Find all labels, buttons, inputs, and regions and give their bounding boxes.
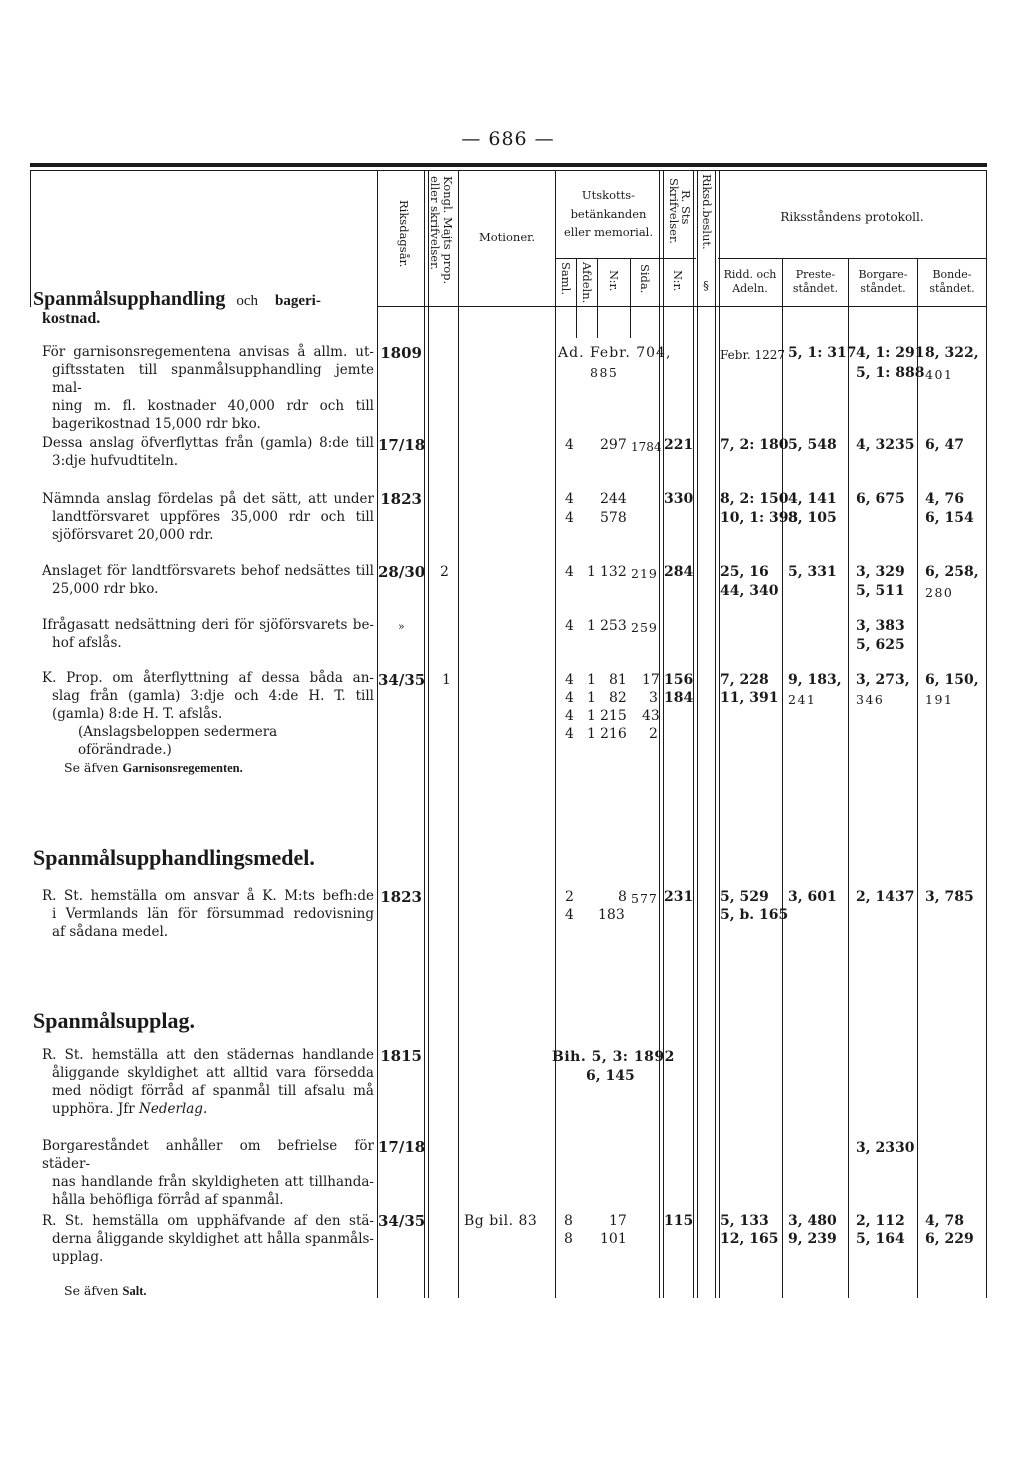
entry-text: R. St. hemställa att den städernas handlande åliggande skyldighet att alltid vara försedda med nödigt förråd af spanmål till afsalu må upphöra. Jfr Nederlag. <box>42 1047 374 1117</box>
nr-cell: 578 <box>600 510 627 526</box>
nr-cell: 8 <box>618 889 627 905</box>
header-borgare-2: ståndet. <box>860 282 906 295</box>
top-rule <box>30 163 987 167</box>
saml-cell: 4 <box>565 510 574 526</box>
nr-cell: 183 <box>598 907 625 923</box>
nr-cell: 253 <box>600 618 627 634</box>
header-utskott-2: betänkanden <box>570 207 647 221</box>
header-utskott-3: eller memorial. <box>563 225 654 239</box>
see-also-salt: Se äfven Salt. <box>64 1283 147 1298</box>
afdeln-cell: 1 <box>587 672 596 688</box>
entry-text: R. St. hemställa om ansvar å K. M:ts befh:de i Vermlands län för försummad redovisning af sådana medel. <box>42 888 374 940</box>
borgare-cell: 3, 329 <box>856 564 905 580</box>
header-nr: N:r. <box>607 270 621 292</box>
bonde-cell: 401 <box>925 367 954 382</box>
entry-text: För garnisonsregementena anvisas å allm. ut- giftsstaten till spanmålsupphandling jemte mal- ning m. fl. kostnader 40,000 rdr och till bagerikostnad 15,000 rdr bko. <box>42 344 374 432</box>
preste-cell: 3, 601 <box>788 889 837 905</box>
section-title-upplag: Spanmålsupplag. <box>33 1008 196 1033</box>
hline-protokoll-sub <box>718 258 987 259</box>
borgare-cell: 5, 164 <box>856 1231 905 1247</box>
rsts-cell: 184 <box>664 690 694 706</box>
section-title-kostnad: kostnad. <box>42 310 101 327</box>
year-cell: 34/35 <box>378 1212 426 1230</box>
afdeln-cell: 1 <box>587 618 596 634</box>
bonde-cell: 4, 78 <box>925 1213 964 1229</box>
saml-cell: 4 <box>565 491 574 507</box>
col-line-ridd <box>782 258 783 1298</box>
rsts-cell: 156 <box>664 672 694 688</box>
ridd-cell: 44, 340 <box>720 583 779 599</box>
year-cell: 17/18 <box>378 436 426 454</box>
rsts-cell: 284 <box>664 564 694 580</box>
afdeln-cell: 1 <box>587 708 596 724</box>
header-afdeln: Afdeln. <box>580 262 594 304</box>
borgare-cell: 3, 383 <box>856 618 905 634</box>
hline-header-bottom <box>377 306 987 307</box>
col-line-motioner <box>555 171 556 1298</box>
bonde-cell: 6, 229 <box>925 1231 974 1247</box>
sida-cell: 259 <box>631 620 658 635</box>
col-line-afdeln <box>597 258 598 338</box>
bonde-cell: 4, 76 <box>925 491 964 507</box>
preste-cell: 5, 331 <box>788 564 837 580</box>
nr-cell: 297 <box>600 437 627 453</box>
saml-cell: 4 <box>565 690 574 706</box>
see-also-ref[interactable]: Garnisonsregementen. <box>122 761 243 775</box>
sida-cell: 577 <box>631 891 658 906</box>
header-borgare-1: Borgare- <box>858 268 908 281</box>
preste-cell: 5, 548 <box>788 437 837 453</box>
col-line-nr <box>630 258 631 338</box>
header-bonde-1: Bonde- <box>932 268 972 281</box>
preste-cell: 5, 1: 317 <box>788 345 857 361</box>
motion-cell: Bg bil. 83 <box>464 1213 538 1229</box>
saml-cell: 4 <box>565 726 574 742</box>
header-preste-2: ståndet. <box>792 282 839 295</box>
entry-text: Ifrågasatt nedsättning deri för sjöförsvarets be- hof afslås. <box>42 617 374 651</box>
cross-reference[interactable]: Nederlag. <box>139 1101 208 1117</box>
col-line-text <box>377 171 378 1298</box>
ridd-cell: 5, 529 <box>720 889 769 905</box>
borgare-cell: 3, 2330 <box>856 1140 915 1156</box>
sida-cell: 43 <box>642 708 660 724</box>
header-saml: Saml. <box>559 262 573 295</box>
header-kongl-2: eller skrifvelser. <box>428 176 442 270</box>
saml-cell: 4 <box>565 907 574 923</box>
section-title-medel: Spanmålsupphandlingsmedel. <box>33 845 315 870</box>
year-cell: 28/30 <box>378 563 426 581</box>
afdeln-cell: 1 <box>587 726 596 742</box>
preste-cell: 9, 183, <box>788 672 842 688</box>
section-title-upphandling: Spanmålsupphandling och bageri- <box>33 288 321 310</box>
ridd-cell: 5, 133 <box>720 1213 769 1229</box>
ridd-cell: 8, 2: 150 <box>720 491 789 507</box>
year-cell: 1815 <box>380 1047 422 1065</box>
year-cell: 34/35 <box>378 671 426 689</box>
bonde-cell: 280 <box>925 585 954 600</box>
sida-cell: 219 <box>631 566 658 581</box>
utskott-cell: 885 <box>590 365 619 380</box>
nr-cell: 216 <box>600 726 627 742</box>
see-also-garnison: Se äfven Garnisonsregementen. <box>64 760 243 775</box>
header-rsts-2: Skrifvelser. <box>667 178 681 244</box>
ridd-cell: 7, 228 <box>720 672 769 688</box>
rsts-cell: 115 <box>664 1213 694 1229</box>
bonde-cell: 8, 322, <box>925 345 979 361</box>
header-kongl-1: Kongl. Majts prop. <box>441 176 455 285</box>
hline-rsts-sub <box>662 258 696 259</box>
rsts-cell: 330 <box>664 491 694 507</box>
header-ridd-2: Adeln. <box>732 282 768 295</box>
nr-cell: 17 <box>609 1213 627 1229</box>
nr-cell: 82 <box>609 690 627 706</box>
top-rule-thin <box>30 170 987 171</box>
preste-cell: 241 <box>788 692 817 707</box>
sida-cell: 2 <box>649 726 658 742</box>
header-nr-rsts: N:r. <box>671 270 685 292</box>
kongl-cell: 1 <box>442 672 451 688</box>
ridd-cell: 10, 1: 393 <box>720 510 799 526</box>
year-cell: 1809 <box>380 344 422 362</box>
borgare-cell: 5, 625 <box>856 637 905 653</box>
borgare-cell: 2, 112 <box>856 1213 905 1229</box>
header-riksdagsar: Riksdagsår. <box>397 200 411 268</box>
header-utskott-1: Utskotts- <box>581 188 636 202</box>
entry-text: Borgareståndet anhåller om befrielse för städer- nas handlande från skyldigheten att tillhanda- hålla behöfliga förråd af spanmål. <box>42 1138 374 1208</box>
utskott-cell: 6, 145 <box>586 1068 635 1084</box>
entry-text: K. Prop. om återflyttning af dessa båda an- slag från (gamla) 3:dje och 4:de H. T. till (gamla) 8:de H. T. afslås. (Anslagsbeloppen sedermera oförändrade.) <box>42 670 374 758</box>
borgare-cell: 5, 511 <box>856 583 905 599</box>
ridd-cell: Febr. 1227 <box>720 348 786 362</box>
afdeln-cell: 1 <box>587 690 596 706</box>
bonde-cell: 3, 785 <box>925 889 974 905</box>
sida-cell: 3 <box>649 690 658 706</box>
bonde-cell: 6, 150, <box>925 672 979 688</box>
borgare-cell: 4, 1: 291 <box>856 345 925 361</box>
saml-cell: 4 <box>565 618 574 634</box>
saml-cell: 4 <box>565 564 574 580</box>
preste-cell: 9, 239 <box>788 1231 837 1247</box>
col-line-riksd <box>715 171 720 1298</box>
header-bonde-2: ståndet. <box>929 282 975 295</box>
header-protokoll: Riksståndens protokoll. <box>780 210 924 224</box>
see-also-ref[interactable]: Salt. <box>122 1284 147 1298</box>
nr-cell: 81 <box>609 672 627 688</box>
ridd-cell: 7, 2: 180 <box>720 437 789 453</box>
borgare-cell: 346 <box>856 692 885 707</box>
bonde-cell: 6, 154 <box>925 510 974 526</box>
bonde-cell: 6, 258, <box>925 564 979 580</box>
col-line-saml <box>576 258 577 338</box>
nr-cell: 244 <box>600 491 627 507</box>
nr-cell: 101 <box>600 1231 627 1247</box>
ridd-cell: 5, b. 165 <box>720 907 789 923</box>
nr-cell: 215 <box>600 708 627 724</box>
page-number: — 686 — <box>461 128 555 150</box>
saml-cell: 8 <box>564 1213 573 1229</box>
header-preste-1: Preste- <box>795 268 836 281</box>
sida-cell: 1784 <box>631 440 662 454</box>
ridd-cell: 11, 391 <box>720 690 779 706</box>
kongl-cell: 2 <box>440 564 449 580</box>
header-paragraph: § <box>703 278 709 292</box>
header-ridd-1: Ridd. och <box>723 268 777 281</box>
year-cell: » <box>398 620 405 633</box>
saml-cell: 4 <box>565 437 574 453</box>
preste-cell: 8, 105 <box>788 510 837 526</box>
saml-cell: 8 <box>564 1231 573 1247</box>
year-cell: 1823 <box>380 888 422 906</box>
ridd-cell: 25, 16 <box>720 564 769 580</box>
borgare-cell: 4, 3235 <box>856 437 915 453</box>
col-line-borgare <box>917 258 918 1298</box>
borgare-cell: 3, 273, <box>856 672 910 688</box>
col-line-kongl <box>458 171 459 1298</box>
entry-text: Anslaget för landtförsvarets behof nedsättes till 25,000 rdr bko. <box>42 563 374 597</box>
saml-cell: 2 <box>565 889 574 905</box>
rsts-cell: 231 <box>664 889 694 905</box>
col-line-year <box>424 171 429 1298</box>
bonde-cell: 191 <box>925 692 954 707</box>
preste-cell: 4, 141 <box>788 491 837 507</box>
header-riksd-beslut: Riksd.beslut. <box>700 174 714 250</box>
col-line-utskott <box>659 171 664 1298</box>
nr-cell: 132 <box>600 564 627 580</box>
col-line-preste <box>848 258 849 1298</box>
col-line-left <box>30 171 31 307</box>
header-rsts-1: R. Sts <box>679 190 693 225</box>
year-cell: 1823 <box>380 490 422 508</box>
col-line-right <box>986 171 987 1298</box>
rsts-cell: 221 <box>664 437 694 453</box>
year-cell: 17/18 <box>378 1138 426 1156</box>
bonde-cell: 6, 47 <box>925 437 964 453</box>
entry-text: Dessa anslag öfverflyttas från (gamla) 8:de till 3:dje hufvudtiteln. <box>42 435 374 469</box>
col-line-rsts <box>693 171 698 1298</box>
ridd-cell: 12, 165 <box>720 1231 779 1247</box>
borgare-cell: 2, 1437 <box>856 889 915 905</box>
preste-cell: 3, 480 <box>788 1213 837 1229</box>
entry-text: Nämnda anslag fördelas på det sätt, att under landtförsvaret uppföres 35,000 rdr och till sjöförsvaret 20,000 rdr. <box>42 491 374 543</box>
afdeln-cell: 1 <box>587 564 596 580</box>
entry-text: R. St. hemställa om upphäfvande af den stä- derna åliggande skyldighet att hålla spanmåls- upplag. <box>42 1213 374 1265</box>
sida-cell: 17 <box>642 672 660 688</box>
borgare-cell: 6, 675 <box>856 491 905 507</box>
hline-utskott-sub <box>555 258 662 259</box>
header-motioner: Motioner. <box>478 230 536 244</box>
saml-cell: 4 <box>565 672 574 688</box>
utskott-cell: Bih. 5, 3: 1892 <box>552 1049 675 1065</box>
saml-cell: 4 <box>565 708 574 724</box>
header-sida: Sida. <box>638 264 652 294</box>
borgare-cell: 5, 1: 888 <box>856 365 925 381</box>
utskott-cell: Ad. Febr. 704, <box>558 345 672 361</box>
